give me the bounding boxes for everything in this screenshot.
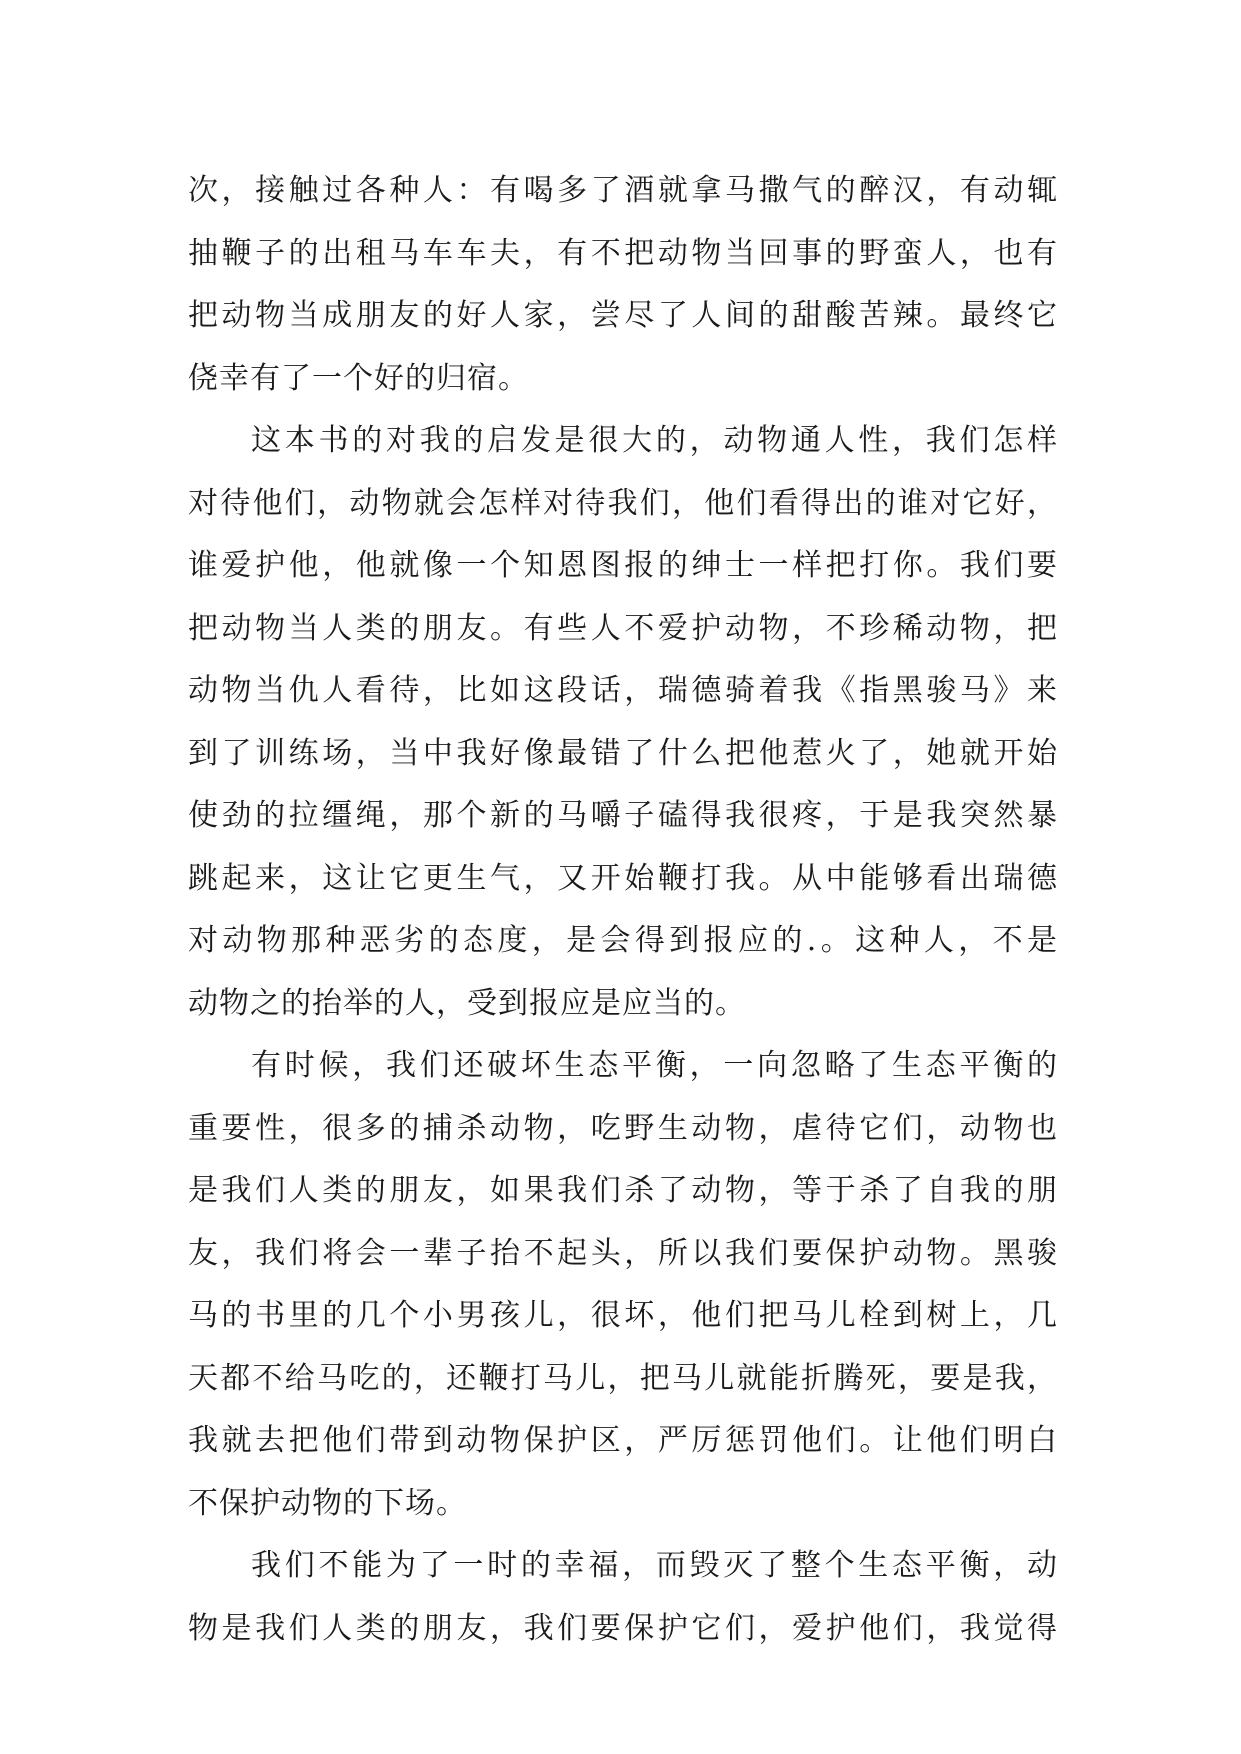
text-line: 抽鞭子的出租马车车夫，有不把动物当回事的野蛮人，也有 bbox=[188, 235, 1058, 271]
text-line: 次，接触过各种人：有喝多了酒就拿马撒气的醉汉，有动辄 bbox=[188, 173, 1058, 208]
body-text bbox=[188, 160, 1058, 1660]
text-line: 友，我们将会一辈子抬不起头，所以我们要保护动物。黑骏 bbox=[188, 1235, 1058, 1271]
text-line: 使劲的拉缰绳，那个新的马嚼子磕得我很疼，于是我突然暴 bbox=[188, 798, 1058, 833]
text-line: 动物当仇人看待，比如这段话，瑞德骑着我《指黑骏马》来 bbox=[188, 673, 1058, 708]
text-line: 把动物当成朋友的好人家，尝尽了人间的甜酸苦辣。最终它 bbox=[188, 298, 1058, 333]
text-line: 到了训练场，当中我好像最错了什么把他惹火了，她就开始 bbox=[188, 735, 1058, 771]
text-line: 重要性，很多的捕杀动物，吃野生动物，虐待它们，动物也 bbox=[188, 1110, 1058, 1146]
paragraph-first-line: 有时候，我们还破坏生态平衡，一向忽略了生态平衡的 bbox=[251, 1048, 1058, 1083]
text-line: 天都不给马吃的，还鞭打马儿，把马儿就能折腾死，要是我， bbox=[188, 1360, 1058, 1396]
text-line: 侥幸有了一个好的归宿。 bbox=[188, 360, 529, 396]
text-line: 物是我们人类的朋友，我们要保护它们，爱护他们，我觉得 bbox=[188, 1610, 1058, 1646]
text-line: 不保护动物的下场。 bbox=[188, 1485, 467, 1521]
text-line: 谁爱护他，他就像一个知恩图报的绅士一样把打你。我们要 bbox=[188, 548, 1058, 583]
text-line: 马的书里的几个小男孩儿，很坏，他们把马儿栓到树上，几 bbox=[188, 1298, 1058, 1333]
text-line: 是我们人类的朋友，如果我们杀了动物，等于杀了自我的朋 bbox=[188, 1173, 1058, 1208]
text-line: 对待他们，动物就会怎样对待我们，他们看得出的谁对它好， bbox=[188, 485, 1058, 521]
text-line: 动物之的抬举的人，受到报应是应当的。 bbox=[188, 985, 746, 1021]
paragraph-first-line: 这本书的对我的启发是很大的，动物通人性，我们怎样 bbox=[251, 423, 1058, 458]
paragraph-first-line: 我们不能为了一时的幸福，而毁灭了整个生态平衡，动 bbox=[251, 1548, 1058, 1583]
text-line: 把动物当人类的朋友。有些人不爱护动物，不珍稀动物，把 bbox=[188, 610, 1058, 646]
text-line: 对动物那种恶劣的态度，是会得到报应的.。这种人，不是 bbox=[188, 923, 1058, 958]
text-line: 我就去把他们带到动物保护区，严厉惩罚他们。让他们明白 bbox=[188, 1423, 1058, 1458]
text-line: 跳起来，这让它更生气，又开始鞭打我。从中能够看出瑞德 bbox=[188, 860, 1058, 896]
